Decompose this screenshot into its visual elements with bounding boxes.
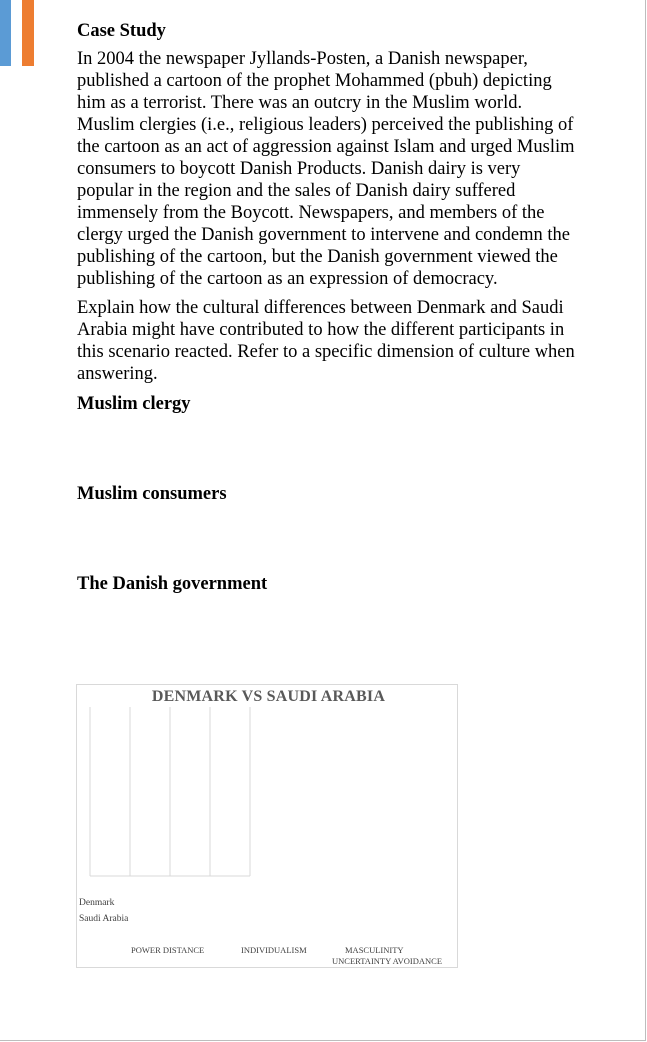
category-label: INDIVIDUALISM — [241, 945, 307, 955]
category-label: POWER DISTANCE — [131, 945, 205, 955]
category-label: UNCERTAINTY AVOIDANCE — [332, 956, 443, 966]
muslim-clergy-heading: Muslim clergy — [77, 394, 191, 414]
chart-title: DENMARK VS SAUDI ARABIA — [151, 688, 386, 705]
accent-bar-blue — [0, 0, 11, 66]
chart-plot-area — [77, 685, 457, 967]
category-label: MASCULINITY — [345, 945, 404, 955]
document-body — [77, 18, 577, 595]
legend-item: Saudi Arabia — [79, 914, 129, 924]
case-study-title: Case Study — [77, 21, 166, 41]
danish-government-heading: The Danish government — [77, 574, 268, 594]
case-study-paragraph: In 2004 the newspaper Jyllands-Posten, a Danish newspaper, published a cartoon of the prophet Mohammed (pbuh) depicting him as a terrorist. There was an outcry in the Muslim world. Muslim clergies (i.e., religious leaders) perceived the publishing of the cartoon as an act of aggression against Islam and urged Muslim consumers to boycott Danish Products. Danish dairy is very popular in the region and the sales of Danish dairy suffered immensely from the Boycott. Newspapers, and members of the clergy urged the Danish government to intervene and condemn the publishing of the cartoon, but the Danish government viewed the publishing of the cartoon as an expression of democracy. — [77, 49, 575, 289]
muslim-consumers-heading: Muslim consumers — [77, 484, 227, 504]
comparison-chart — [76, 684, 458, 968]
question-paragraph: Explain how the cultural differences between Denmark and Saudi Arabia might have contributed to how the different participants in this scenario reacted. Refer to a specific dimension of culture when answering. — [77, 298, 575, 384]
legend-item: Denmark — [79, 898, 115, 908]
accent-bar-orange — [22, 0, 34, 66]
